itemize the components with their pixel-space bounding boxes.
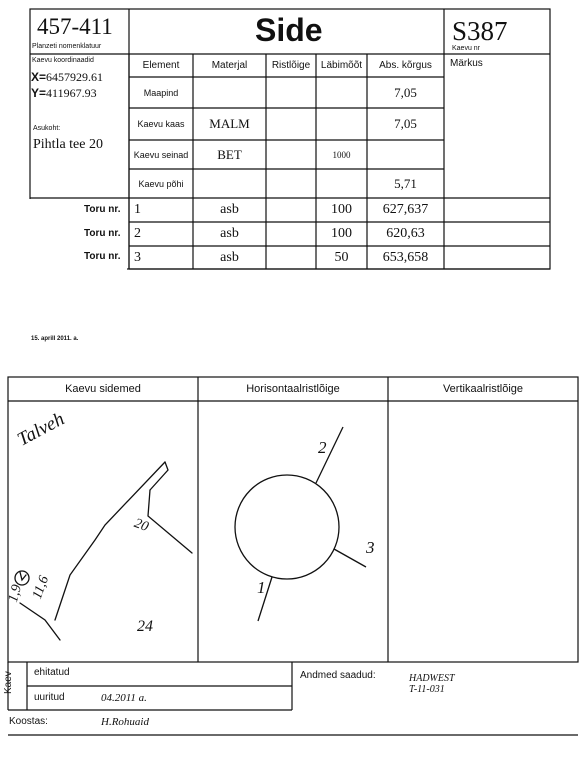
col-header-korgus: Abs. kõrgus bbox=[379, 60, 432, 71]
pipe-number-label: 3 bbox=[366, 538, 375, 557]
col-title-horisontaal: Horisontaalristlõige bbox=[246, 383, 340, 395]
location-label: Asukoht: bbox=[33, 125, 61, 132]
pipe-label: Toru nr. bbox=[84, 228, 121, 239]
street-label: Talveh bbox=[14, 408, 68, 451]
sheet-number: 457-411 bbox=[37, 14, 113, 39]
y-value: 411967.93 bbox=[46, 86, 97, 100]
pipe-labimoot: 100 bbox=[331, 202, 352, 217]
pipe-labimoot: 100 bbox=[331, 226, 352, 241]
page-title: Side bbox=[255, 12, 323, 48]
koostas-label: Koostas: bbox=[9, 716, 48, 727]
pipe-labimoot: 50 bbox=[334, 249, 349, 265]
pipe-materjal: asb bbox=[220, 226, 239, 241]
dist-label: 20 bbox=[132, 516, 151, 535]
pipe-number-label: 2 bbox=[318, 438, 327, 457]
andmed-label: Andmed saadud: bbox=[300, 670, 376, 681]
uuritud-value: 04.2011 a. bbox=[101, 692, 147, 704]
row-labimoot: 1000 bbox=[332, 149, 351, 160]
koostas-value: H.Rohuaid bbox=[101, 716, 149, 728]
col-title-vertikaal: Vertikaalristlõige bbox=[442, 383, 524, 395]
row-element: Kaevu põhi bbox=[138, 178, 184, 189]
row-element: Maapind bbox=[143, 87, 179, 98]
pipe-materjal: asb bbox=[220, 249, 239, 265]
pipe-korgus: 653,658 bbox=[382, 249, 429, 265]
x-value: 6457929.61 bbox=[46, 70, 104, 84]
ehitatud-label: ehitatud bbox=[34, 667, 70, 678]
horizontal-section bbox=[235, 427, 366, 621]
row-korgus: 7,05 bbox=[394, 116, 417, 131]
pipe-nr: 2 bbox=[134, 226, 141, 241]
col-header-ristloige: Ristlõige bbox=[271, 60, 311, 71]
pipe-label: Toru nr. bbox=[84, 251, 121, 262]
pipe-nr: 1 bbox=[134, 202, 141, 217]
col-title-sidemed: Kaevu sidemed bbox=[65, 383, 141, 395]
well-id: S387 bbox=[452, 16, 508, 46]
pipe-nr: 3 bbox=[134, 249, 141, 265]
uuritud-label: uuritud bbox=[34, 692, 65, 703]
dist-label: 11,6 bbox=[30, 573, 53, 602]
x-label: X= bbox=[31, 70, 47, 84]
row-materjal: MALM bbox=[209, 116, 250, 131]
well-id-label: Kaevu nr bbox=[452, 45, 481, 52]
y-label: Y= bbox=[31, 86, 47, 100]
col-header-materjal: Materjal bbox=[211, 60, 248, 71]
col-header-markus: Märkus bbox=[450, 58, 483, 69]
col-header-labimoot: Läbimõõt bbox=[320, 60, 363, 71]
date-text: 15. aprill 2011. a. bbox=[31, 336, 79, 342]
pipe-korgus: 627,637 bbox=[382, 202, 429, 217]
andmed-value: HADWEST bbox=[409, 673, 455, 684]
pipe-number-label: 1 bbox=[257, 578, 266, 597]
andmed-value: T-11-031 bbox=[409, 684, 445, 695]
row-materjal: BET bbox=[217, 146, 242, 162]
pipe-korgus: 620,63 bbox=[386, 226, 425, 241]
dist-label: 1,9 bbox=[6, 583, 26, 604]
row-korgus: 5,71 bbox=[394, 175, 417, 191]
col-header-element: Element bbox=[142, 60, 180, 71]
row-element: Kaevu seinad bbox=[133, 149, 189, 160]
coords-label: Kaevu koordinaadid bbox=[32, 57, 94, 64]
pipe-label: Toru nr. bbox=[84, 204, 121, 215]
row-element: Kaevu kaas bbox=[137, 119, 185, 129]
location-value: Pihtla tee 20 bbox=[33, 137, 103, 152]
row-korgus: 7,05 bbox=[394, 84, 417, 100]
pipe-materjal: asb bbox=[220, 202, 239, 217]
kaev-label: Kaev bbox=[3, 671, 14, 694]
dist-label: 24 bbox=[137, 618, 153, 635]
sheet-number-label: Planzeti nomenklatuur bbox=[32, 43, 102, 50]
location-sketch bbox=[15, 462, 192, 640]
